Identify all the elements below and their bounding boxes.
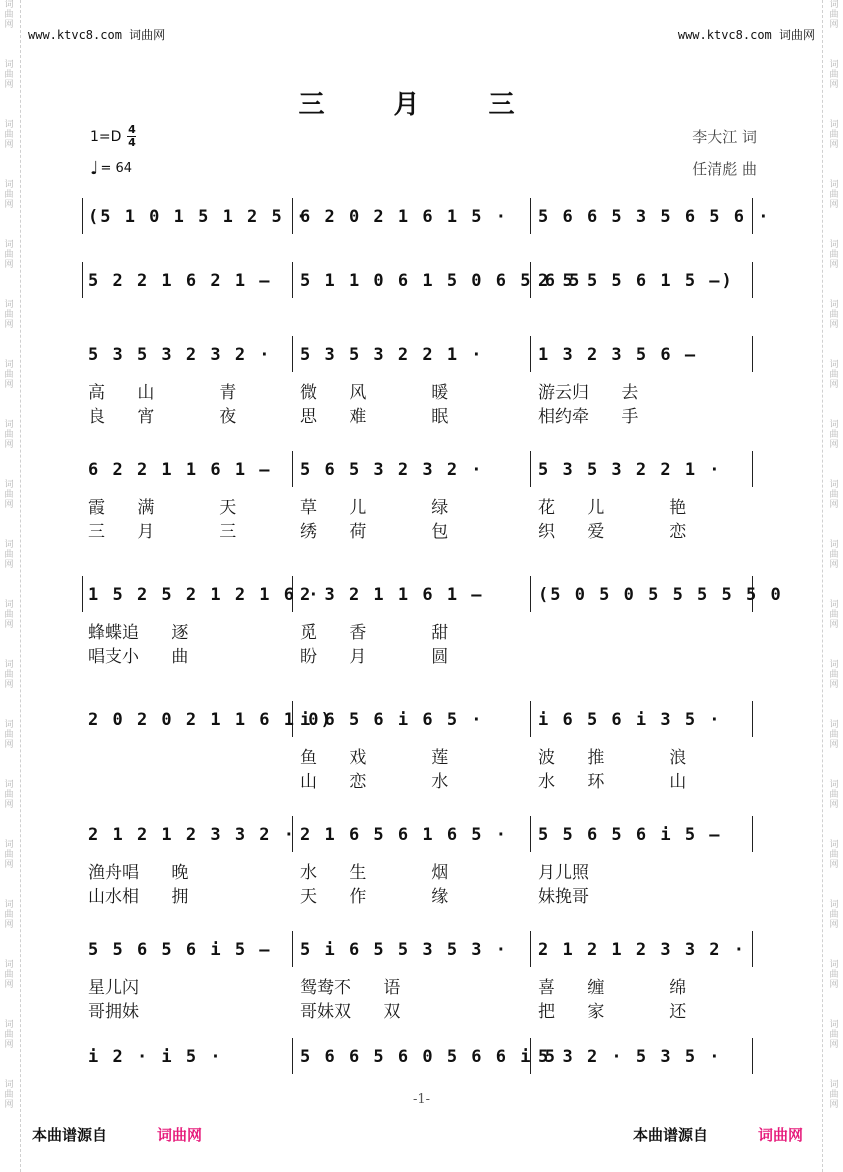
lyric-line: 鸳鸯不 语: [300, 978, 401, 998]
bar-line: [530, 336, 531, 372]
footer-brand-link[interactable]: 词曲网: [157, 1126, 203, 1144]
side-watermark: 词 曲 网: [829, 360, 839, 390]
measure-notation: 5 3 5 3 2 2 1 ·: [538, 460, 722, 480]
lyric-line: 水 生 烟: [300, 863, 449, 883]
lyricist-credit: 李大江 词: [692, 128, 757, 146]
measure-notation: i 6 5 6 i 3 5 ·: [538, 710, 722, 730]
measure-notation: 5 i 6 5 5 3 5 3 ·: [300, 940, 508, 960]
measure-notation: 1 5 2 5 2 1 2 1 6 ·: [88, 585, 321, 605]
quarter-note-icon: ♩: [90, 158, 99, 179]
side-watermark: 词 曲 网: [4, 960, 14, 990]
lyric-line: 天 作 缘: [300, 887, 449, 907]
key-label: 1=D: [90, 128, 122, 145]
bar-line: [752, 701, 753, 737]
lyric-line: 波 推 浪: [538, 748, 687, 768]
measure-notation: 5 6 6 5 3 5 6 5 6 ·: [538, 207, 771, 227]
measure-notation: 1 3 2 3 5 6 –: [538, 345, 698, 365]
right-border-line: [822, 0, 823, 1172]
measure-notation: 2 5 5 5 6 1 5 –): [538, 271, 734, 291]
lyric-line: 山 恋 水: [300, 772, 449, 792]
bar-line: [752, 931, 753, 967]
lyric-line: 思 难 眠: [300, 407, 449, 427]
side-watermark: 词 曲 网: [4, 600, 14, 630]
footer-left: [32, 1124, 202, 1145]
lyric-line: 霞 满 天: [88, 498, 237, 518]
measure-notation: 6 2 2 1 1 6 1 –: [88, 460, 272, 480]
composer-credit: 任清彪 曲: [692, 160, 757, 178]
tempo-mark: [90, 158, 132, 179]
side-watermark: 词 曲 网: [4, 240, 14, 270]
bar-line: [292, 262, 293, 298]
top-right-url[interactable]: www.ktvc8.com 词曲网: [677, 28, 815, 42]
measure-notation: 5 3 5 3 2 3 2 ·: [88, 345, 272, 365]
lyric-line: 哥妹双 双: [300, 1002, 401, 1022]
side-watermark: 词 曲 网: [4, 720, 14, 750]
measure-notation: 5 1 1 0 6 1 5 0 6 5 6 5: [300, 271, 582, 291]
lyric-line: 唱支小 曲: [88, 647, 189, 667]
side-watermark: 词 曲 网: [829, 120, 839, 150]
side-watermark: 词 曲 网: [4, 480, 14, 510]
side-watermark: 词 曲 网: [829, 300, 839, 330]
bar-line: [292, 1038, 293, 1074]
lyric-line: 良 宵 夜: [88, 407, 237, 427]
bar-line: [292, 931, 293, 967]
measure-notation: 2 3 2 1 1 6 1 –: [300, 585, 484, 605]
lyric-line: 把 家 还: [538, 1002, 687, 1022]
bar-line: [82, 198, 83, 234]
side-watermark: 词 曲 网: [829, 0, 839, 30]
score-row: [88, 1042, 758, 1072]
score-row: [88, 455, 758, 542]
measure-notation: 5 3 2 · 5 3 5 ·: [538, 1047, 722, 1067]
lyric-line: 鱼 戏 莲: [300, 748, 449, 768]
key-signature: [90, 124, 136, 149]
bar-line: [530, 576, 531, 612]
side-watermark: 词 曲 网: [4, 1020, 14, 1050]
side-watermark: 词 曲 网: [4, 1080, 14, 1110]
left-watermark-strip: [2, 0, 16, 1172]
measure-notation: (5 1 0 1 5 1 2 5 ·: [88, 207, 309, 227]
lyric-line: 渔舟唱 晚: [88, 863, 189, 883]
side-watermark: 词 曲 网: [829, 180, 839, 210]
measure-notation: 6 2 0 2 1 6 1 5 ·: [300, 207, 508, 227]
footer-source-label: 本曲谱源自: [632, 1126, 708, 1144]
page-number: -1-: [412, 1092, 431, 1107]
bar-line: [530, 198, 531, 234]
side-watermark: 词 曲 网: [4, 300, 14, 330]
bar-line: [530, 816, 531, 852]
measure-notation: 5 6 6 5 6 0 5 6 6 i 5: [300, 1047, 557, 1067]
lyric-line: 花 儿 艳: [538, 498, 687, 518]
side-watermark: 词 曲 网: [829, 720, 839, 750]
side-watermark: 词 曲 网: [4, 540, 14, 570]
bar-line: [530, 701, 531, 737]
side-watermark: 词 曲 网: [829, 60, 839, 90]
bar-line: [292, 451, 293, 487]
measure-notation: 2 0 2 0 2 1 1 6 1 0): [88, 710, 333, 730]
measure-notation: 2 1 2 1 2 3 3 2 ·: [88, 825, 296, 845]
side-watermark: 词 曲 网: [829, 1020, 839, 1050]
side-watermark: 词 曲 网: [829, 780, 839, 810]
measure-notation: 5 3 5 3 2 2 1 ·: [300, 345, 484, 365]
measure-notation: 5 2 2 1 6 2 1 –: [88, 271, 272, 291]
lyric-line: 蜂蝶追 逐: [88, 623, 189, 643]
lyric-line: 微 风 暖: [300, 383, 449, 403]
side-watermark: 词 曲 网: [4, 60, 14, 90]
lyric-line: 喜 缠 绵: [538, 978, 687, 998]
side-watermark: 词 曲 网: [829, 240, 839, 270]
lyric-line: 月儿照: [538, 863, 589, 883]
song-title: 三 月 三: [298, 90, 545, 120]
measure-notation: 5 5 6 5 6 i 5 –: [538, 825, 722, 845]
lyric-line: 觅 香 甜: [300, 623, 449, 643]
lyric-line: 山水相 拥: [88, 887, 189, 907]
side-watermark: 词 曲 网: [4, 180, 14, 210]
side-watermark: 词 曲 网: [829, 960, 839, 990]
side-watermark: 词 曲 网: [4, 0, 14, 30]
measure-notation: 5 6 5 3 2 3 2 ·: [300, 460, 484, 480]
side-watermark: 词 曲 网: [4, 780, 14, 810]
lyric-line: 游云归 去: [538, 383, 639, 403]
lyric-line: 高 山 青: [88, 383, 237, 403]
bar-line: [292, 336, 293, 372]
lyric-line: 妹挽哥: [538, 887, 589, 907]
footer-brand-link[interactable]: 词曲网: [757, 1126, 803, 1144]
lyric-line: 织 爱 恋: [538, 522, 687, 542]
score-row: [88, 820, 758, 907]
lyric-line: 哥拥妹: [88, 1002, 139, 1022]
lyric-line: 相约牵 手: [538, 407, 639, 427]
measure-notation: 2 1 6 5 6 1 6 5 ·: [300, 825, 508, 845]
score-row: [88, 266, 758, 296]
lyric-line: 盼 月 圆: [300, 647, 449, 667]
score-row: [88, 340, 758, 427]
measure-notation: (5 0 5 0 5 5 5 5 5 0: [538, 585, 783, 605]
side-watermark: 词 曲 网: [829, 660, 839, 690]
lyric-line: 草 儿 绿: [300, 498, 449, 518]
score-row: [88, 705, 758, 792]
bar-line: [752, 336, 753, 372]
side-watermark: 词 曲 网: [829, 600, 839, 630]
side-watermark: 词 曲 网: [829, 840, 839, 870]
right-watermark-strip: [827, 0, 841, 1172]
left-border-line: [20, 0, 21, 1172]
measure-notation: 2 1 2 1 2 3 3 2 ·: [538, 940, 746, 960]
side-watermark: 词 曲 网: [829, 900, 839, 930]
side-watermark: 词 曲 网: [4, 840, 14, 870]
side-watermark: 词 曲 网: [4, 360, 14, 390]
score-row: [88, 202, 771, 232]
side-watermark: 词 曲 网: [829, 420, 839, 450]
side-watermark: 词 曲 网: [4, 660, 14, 690]
side-watermark: 词 曲 网: [4, 900, 14, 930]
side-watermark: 词 曲 网: [829, 1080, 839, 1110]
measure-notation: 5 5 6 5 6 i 5 –: [88, 940, 272, 960]
bar-line: [752, 262, 753, 298]
bar-line: [82, 262, 83, 298]
footer-right: [633, 1124, 803, 1145]
footer-source-label: 本曲谱源自: [32, 1126, 108, 1144]
bar-line: [530, 451, 531, 487]
bar-line: [752, 816, 753, 852]
top-left-url[interactable]: www.ktvc8.com 词曲网: [28, 28, 166, 42]
side-watermark: 词 曲 网: [829, 480, 839, 510]
lyric-line: 绣 荷 包: [300, 522, 449, 542]
bar-line: [752, 1038, 753, 1074]
time-signature: 4 4: [128, 123, 136, 149]
side-watermark: 词 曲 网: [4, 420, 14, 450]
score-row: [88, 935, 758, 1022]
lyric-line: 水 环 山: [538, 772, 687, 792]
bar-line: [82, 576, 83, 612]
bar-line: [530, 931, 531, 967]
lyric-line: 星儿闪: [88, 978, 139, 998]
tempo-value: = 64: [100, 161, 133, 176]
side-watermark: 词 曲 网: [829, 540, 839, 570]
measure-notation: i 6 5 6 i 6 5 ·: [300, 710, 484, 730]
bar-line: [752, 451, 753, 487]
measure-notation: i 2 · i 5 ·: [88, 1047, 223, 1067]
lyric-line: 三 月 三: [88, 522, 237, 542]
side-watermark: 词 曲 网: [4, 120, 14, 150]
score-row: [88, 580, 783, 667]
